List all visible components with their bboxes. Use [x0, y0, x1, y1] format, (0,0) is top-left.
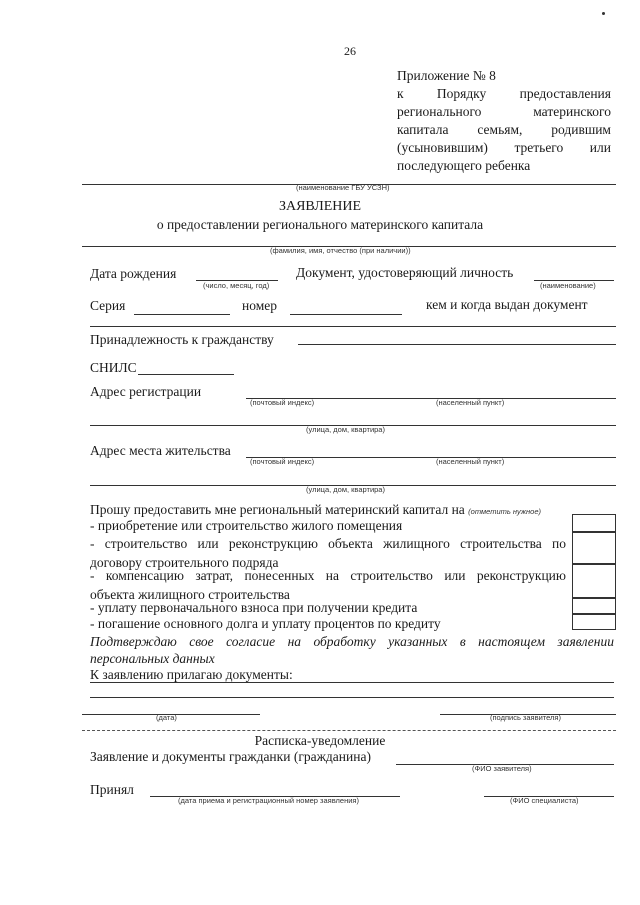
- option-3-line-1: - компенсацию затрат, понесенных на строительство или реконструкцию: [90, 568, 566, 583]
- option-2-line-2: договору строительного подряда: [90, 555, 279, 570]
- checkbox-option-2[interactable]: [572, 532, 616, 564]
- number-label: номер: [242, 298, 278, 313]
- number-field[interactable]: [290, 314, 402, 315]
- agency-caption: (наименование ГБУ УСЗН): [296, 183, 390, 192]
- receipt-docs-label: Заявление и документы гражданки (гражданина): [90, 749, 371, 764]
- attached-documents-label: К заявлению прилагаю документы:: [90, 667, 293, 682]
- appendix-line-1: [397, 86, 611, 102]
- appendix-word: материнского: [533, 104, 611, 119]
- appendix-line-2: [397, 104, 611, 120]
- appendix-line-5: последующего ребенка: [397, 158, 531, 173]
- option-4: - уплату первоначального взноса при получении кредита: [90, 600, 418, 615]
- option-5: - погашение основного долга и уплату процентов по кредиту: [90, 616, 441, 631]
- checkbox-option-4[interactable]: [572, 598, 616, 614]
- appendix-word: капитала: [397, 122, 449, 137]
- appendix-title: Приложение № 8: [397, 68, 496, 83]
- option-2-line-1: - строительство или реконструкцию объекта жилищного строительства по: [90, 536, 566, 551]
- option-1: - приобретение или строительство жилого помещения: [90, 518, 403, 533]
- consent-line-1: Подтверждаю свое согласие на обработку указанных в настоящем заявлении: [90, 634, 614, 649]
- appendix-word: Порядку: [436, 86, 487, 101]
- attached-line-1[interactable]: [90, 682, 614, 683]
- request-intro-text: Прошу предоставить мне региональный материнский капитал на: [90, 502, 465, 517]
- option-2: [90, 536, 566, 571]
- appendix-word: семьям,: [477, 122, 523, 137]
- page-number: 26: [344, 44, 356, 58]
- receipt-title: Расписка-уведомление: [254, 733, 386, 748]
- citizenship-label: Принадлежность к гражданству: [90, 332, 274, 347]
- accepted-label: Принял: [90, 782, 134, 797]
- signature-caption: (подпись заявителя): [490, 713, 561, 722]
- live-locality-caption: (населенный пункт): [436, 457, 505, 466]
- checkbox-option-3[interactable]: [572, 564, 616, 598]
- applicant-name-caption: (ФИО заявителя): [472, 764, 532, 773]
- appendix-line-3: [397, 122, 611, 138]
- appendix-word: (усыновившим): [397, 140, 488, 155]
- document-heading: ЗАЯВЛЕНИЕ: [278, 199, 362, 214]
- appendix-word: регионального: [397, 104, 482, 119]
- issued-by-field[interactable]: [90, 326, 616, 327]
- appendix-line-4: [397, 140, 611, 156]
- appendix-word: третьего: [514, 140, 564, 155]
- live-postal-caption: (почтовый индекс): [250, 457, 315, 466]
- registration-caption: (дата приема и регистрационный номер заявления): [178, 796, 359, 805]
- live-address-label: Адрес места жительства: [90, 443, 231, 458]
- live-street-caption: (улица, дом, квартира): [306, 485, 385, 494]
- attached-line-2[interactable]: [90, 697, 614, 698]
- scan-dot: [602, 12, 605, 15]
- birth-date-label: Дата рождения: [90, 266, 177, 281]
- snils-field[interactable]: [138, 374, 234, 375]
- reg-street-caption: (улица, дом, квартира): [306, 425, 385, 434]
- series-field[interactable]: [134, 314, 230, 315]
- appendix-word: предоставления: [519, 86, 611, 101]
- document-subheading: о предоставлении регионального материнского капитала: [156, 217, 484, 232]
- specialist-caption: (ФИО специалиста): [510, 796, 579, 805]
- cut-line: [82, 730, 616, 731]
- date-caption: (дата): [156, 713, 177, 722]
- appendix-word: или: [589, 140, 611, 155]
- series-label: Серия: [90, 298, 126, 313]
- reg-postal-caption: (почтовый индекс): [250, 398, 315, 407]
- appendix-word: к: [397, 86, 404, 101]
- birth-date-caption: (число, месяц, год): [203, 281, 270, 290]
- checkbox-option-5[interactable]: [572, 614, 616, 630]
- request-intro: [90, 502, 541, 518]
- consent-line-2: персональных данных: [90, 651, 215, 666]
- citizenship-field[interactable]: [298, 344, 616, 345]
- appendix-word: родившим: [551, 122, 611, 137]
- option-3-line-2: объекта жилищного строительства: [90, 587, 290, 602]
- reg-locality-caption: (населенный пункт): [436, 398, 505, 407]
- request-intro-note: (отметить нужное): [468, 507, 542, 516]
- issued-by-label: кем и когда выдан документ: [426, 297, 588, 312]
- checkbox-option-1[interactable]: [572, 514, 616, 532]
- option-3: [90, 568, 566, 603]
- snils-label: СНИЛС: [90, 360, 137, 375]
- fio-caption: (фамилия, имя, отчество (при наличии)): [270, 246, 411, 255]
- id-document-label: Документ, удостоверяющий личность: [296, 265, 514, 280]
- id-document-caption: (наименование): [540, 281, 596, 290]
- reg-address-label: Адрес регистрации: [90, 384, 202, 399]
